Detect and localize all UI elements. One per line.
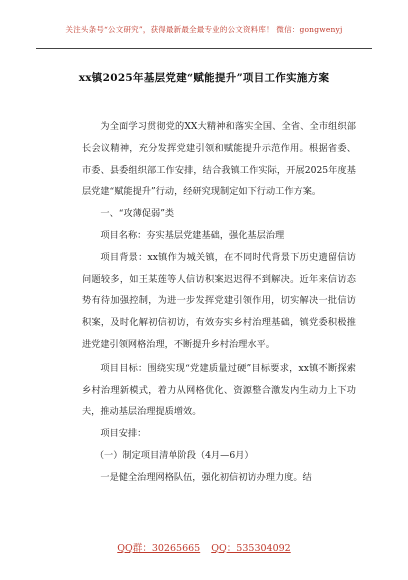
document-title: xx镇2025年基层党建“赋能提升”项目工作实施方案 bbox=[78, 72, 330, 84]
project-goal: 项目目标：围绕实现“党建质量过硬”目标要求，xx镇不断探索乡村治理新模式，着力从网格优化、资源整合激发内生动力上下功夫，推动基层治理提质增效。 bbox=[82, 362, 356, 418]
qq-contact-link[interactable]: QQ：535304092 bbox=[211, 543, 291, 554]
header-promo-note: 关注头条号“公文研究”，获得最新最全最专业的公文资料库！ 微信：gongwenyj bbox=[65, 25, 343, 34]
project-arrangement-label: 项目安排： bbox=[100, 428, 147, 440]
phase-first-item: 一是健全治理网格队伍，强化初信初访办理力度。结 bbox=[100, 471, 312, 483]
header-divider bbox=[36, 48, 372, 49]
project-background: 项目背景：xx镇作为城关镇，在不同时代背景下历史遗留信访问题较多，如王某莲等人信访积案迟迟得不到解决。近年来信访态势有待加强控制，为进一步发挥党建引领作用，切实解决一批信访积案，及时化解初信初访，有效夯实乡村治理基础，镇党委积极推进党建引领网格治理，不断提升乡村治理水平。 bbox=[82, 251, 356, 350]
qq-group-link[interactable]: QQ群：30265665 bbox=[117, 543, 201, 554]
section-heading: 一、“攻薄促弱”类 bbox=[100, 208, 175, 220]
document-body bbox=[82, 116, 356, 489]
intro-paragraph: 为全面学习贯彻党的XX大精神和落实全国、全省、全市组织部长会议精神，充分发挥党建引领和赋能提升示范作用。根据省委、市委、县委组织部工作安排，结合我镇工作实际，开展2025年度基层党建“赋能提升”行动，经研究现制定如下行动工作方案。 bbox=[82, 121, 356, 198]
phase-heading: （一）制定项目清单阶段（4月—6月） bbox=[94, 449, 254, 461]
project-name: 项目名称：夯实基层党建基础，强化基层治理 bbox=[100, 229, 285, 241]
footer-contacts bbox=[0, 540, 408, 554]
